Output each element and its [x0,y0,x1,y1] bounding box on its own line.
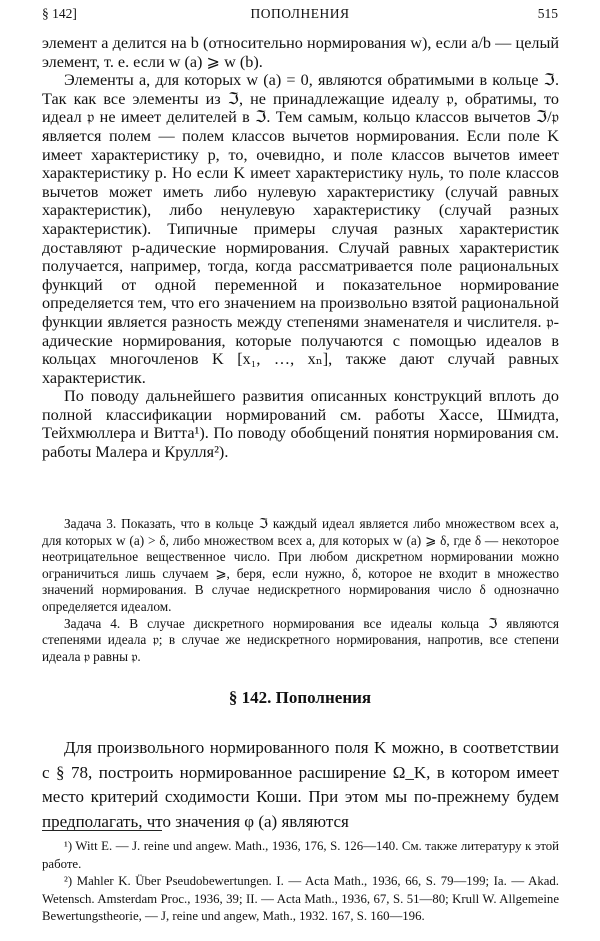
header-section-ref: § 142] [42,6,77,21]
paragraph-1: элемент a делится на b (относительно нормирования w), если a/b — целый элемент, т. е. если w (a) ⩾ w (b). [42,34,559,71]
paragraph-3: По поводу дальнейшего развития описанных конструкций вплоть до полной классификации нормирований см. работы Хассе, Шмидта, Тейхмюллера и Витта¹). По поводу обобщений понятия нормирования см. работы Малера и Крулля²). [42,387,559,462]
footnote-rule [42,830,162,831]
exercises [42,516,559,665]
section-text [42,736,559,834]
footnote-2: ²) Mahler K. Über Pseudobewertungen. I. — Acta Math., 1936, 66, S. 79—199; Ia. — Akad. Wetensch. Amsterdam Proc., 1936, 39; II. — Acta Math., 1936, 67, S. 51—80; Krull W. Allgemeine Bewertungstheorie, — J, reine und angew, Math., 1932. 167, S. 160—196. [42,874,559,923]
paragraph-2: Элементы a, для которых w (a) = 0, являются обратимыми в кольце ℑ. Так как все элементы из ℑ, не принадлежащие идеалу 𝔭, обратимы, то идеал 𝔭 не имеет делителей в ℑ. Тем самым, кольцо классов вычетов ℑ/𝔭 является полем — полем классов вычетов нормирования. Если поле K имеет характеристику p, то, очевидно, и поле классов вычетов имеет характеристику p. Но если K имеет характеристику нуль, то поле классов вычетов может иметь либо нулевую характеристику (случай равных характеристик), либо ненулевую характеристику (случай разных характеристик). Типичные примеры случая разных характеристик доставляют p-адические нормирования. Случай равных характеристик получается, например, тогда, когда рассматривается поле рациональных функций от одной переменной и показательное нормирование определяется тем, что его значением на произвольно взятой рациональной функции является разность между степенями знаменателя и числителя. 𝔭-адические нормирования, которые получаются с помощью идеалов в кольцах многочленов K [x₁, …, xₙ], также дают случай равных характеристик. [42,71,559,387]
exercise-4: Задача 4. В случае дискретного нормирования все идеалы кольца ℑ являются степенями идеала 𝔭; в случае же недискретного нормирования, напротив, все степени идеала 𝔭 равны 𝔭. [42,615,559,664]
exercise-3: Задача 3. Показать, что в кольце ℑ каждый идеал является либо множеством всех a, для которых w (a) > δ, либо множеством всех a, для которых w (a) ⩾ δ, где δ — некоторое неотрицательное вещественное число. При любом дискретном нормировании можно ограничиться лишь случаем ⩾, беря, если нужно, δ, которое не входит в множество значений нормирования. В случае недискретного нормирования число δ однозначно определяется идеалом. [42,516,559,614]
page-number: 515 [537,6,558,21]
section-paragraph-1: Для произвольного нормированного поля K можно, в соответствии с § 78, построить нормированное расширение Ω_K, в котором имеет место критерий сходимости Коши. При этом мы по-прежнему будем предполагать, что значения φ (a) являются [42,738,559,831]
footnotes [42,838,559,926]
running-header [42,6,558,26]
main-text [42,34,559,462]
footnote-1: ¹) Witt E. — J. reine und angew. Math., 1936, 176, S. 126—140. См. также литературу к этой работе. [42,839,559,871]
header-title: ПОПОЛНЕНИЯ [250,6,350,21]
section-heading: § 142. Пополнения [228,688,372,707]
